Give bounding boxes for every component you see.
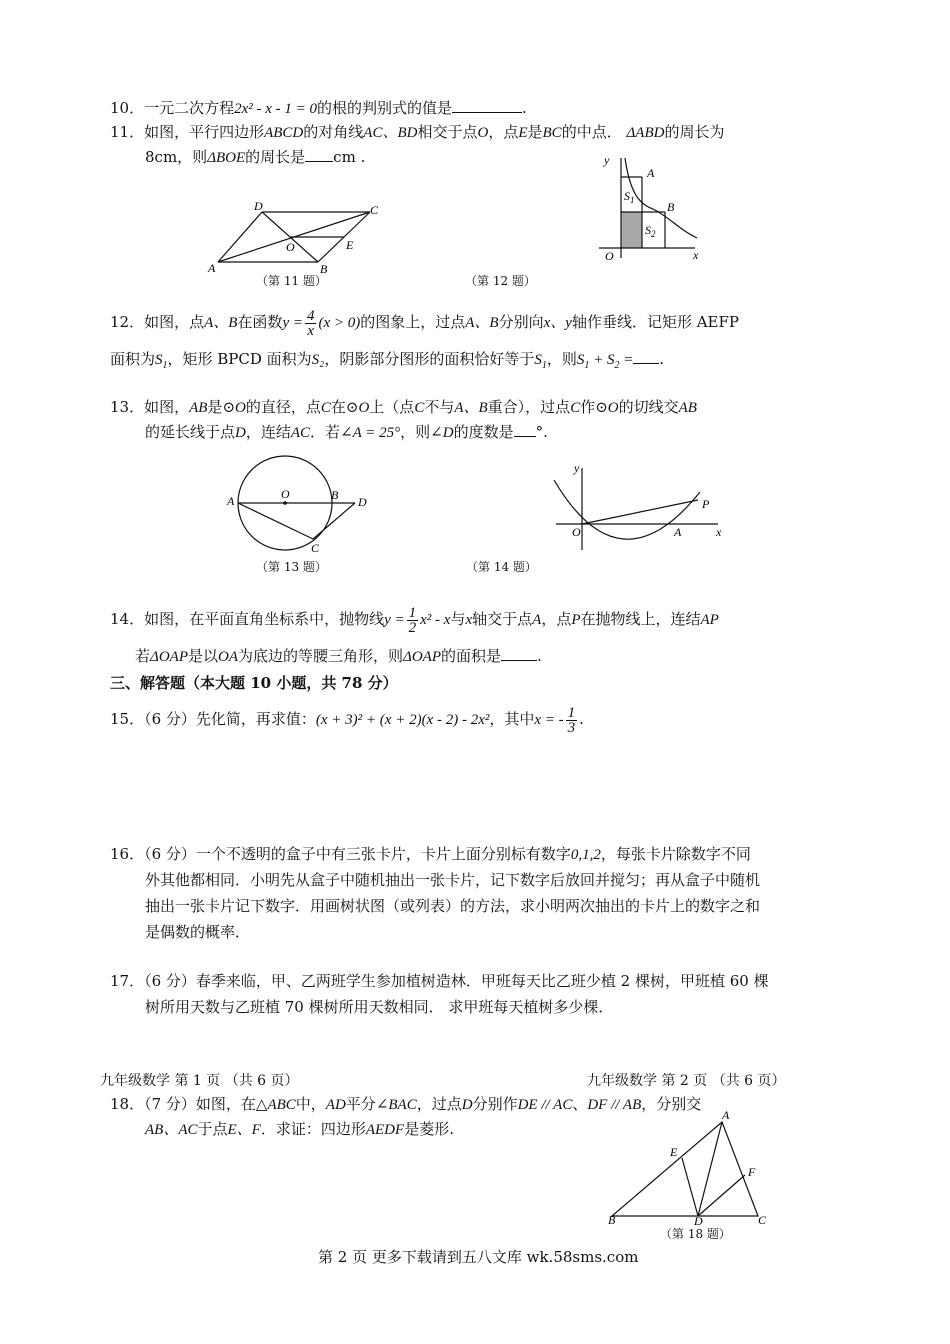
section-heading: 三、解答题（本大题 10 小题，共 78 分） (110, 674, 398, 692)
caption-11: （第 11 题） (256, 274, 327, 288)
fig13-label-A: A (227, 494, 235, 508)
fig18-label-F: F (748, 1165, 756, 1179)
q11-line1: 11．如图，平行四边形ABCD的对角线AC、BD相交于点O，点E是BC的中点． ΔABD的周长为 (110, 123, 725, 141)
fig14-label-P: P (702, 497, 710, 511)
q14-line2: 若ΔOAP是以OA为底边的等腰三角形，则ΔOAP的面积是 . (135, 647, 542, 665)
fig13-label-C: C (311, 541, 320, 555)
q17-line2: 树所用天数与乙班植 70 棵树所用天数相同． 求甲班每天植树多少棵． (145, 998, 614, 1016)
fig13-label-O: O (281, 487, 290, 501)
fig11-label-O: O (286, 240, 295, 254)
fig12-label-A: A (647, 166, 655, 180)
figure-18-triangle (600, 1108, 780, 1228)
q10: 10．一元二次方程2x² - x - 1 = 0的根的判别式的值是 . (110, 99, 527, 117)
fig13-label-D: D (358, 495, 367, 509)
fig18-label-A: A (722, 1108, 730, 1122)
fig18-label-E: E (670, 1145, 678, 1159)
q16-line2: 外其他都相同．小明先从盒子中随机抽出一张卡片，记下数字后放回并搅匀；再从盒子中随机 (145, 871, 761, 889)
fig12-label-B: B (667, 200, 675, 214)
answer-blank[interactable] (633, 349, 659, 364)
q14-line1: 14．如图，在平面直角坐标系中，抛物线y = $\frac{1}{2}$ x² - x与x轴交于点A，点P在抛物线上，连结AP (110, 604, 719, 636)
fig18-label-D: D (694, 1214, 703, 1228)
q13-line2: 的延长线于点D，连结AC．若∠A = 25°，则∠D的度数是 °. (145, 423, 548, 441)
q15: 15．（6 分）先化简，再求值：(x + 3)² + (x + 2)(x - 2) - 2x²，其中x = - $\frac{1}{3}$ . (110, 704, 584, 736)
answer-blank[interactable] (452, 98, 522, 113)
fig11-label-C: C (370, 203, 379, 217)
fig11-label-E: E (346, 238, 354, 252)
q12-line1: 12．如图，点A、B在函数y = $\frac{4}{x}$ (x > 0)的图象上，过点A、B分别向x、y轴作垂线．记矩形 AEFP (110, 307, 739, 339)
fig14-label-O: O (572, 525, 581, 539)
fig12-label-S2: $S_2$ (645, 223, 656, 239)
fig11-label-A: A (208, 261, 216, 275)
answer-blank[interactable] (305, 147, 333, 162)
caption-14: （第 14 题） (466, 560, 537, 574)
answer-blank[interactable] (514, 422, 536, 437)
answer-blank[interactable] (501, 646, 537, 661)
q13-line1: 13．如图，AB是⊙O的直径，点C在⊙O上（点C不与A、B重合），过点C作⊙O的切线交AB (110, 398, 697, 416)
q16-line1: 16．（6 分）一个不透明的盒子中有三张卡片，卡片上面分别标有数字0,1,2，每张卡片除数字不同 (110, 845, 751, 863)
figure-12-hyperbola (595, 150, 710, 265)
fig14-label-A: A (674, 525, 682, 539)
fig14-label-x: x (716, 525, 722, 539)
fig11-label-D: D (254, 199, 263, 213)
figure-11-parallelogram (200, 200, 400, 280)
q18-line1: 18．（7 分）如图，在△ABC中，AD平分∠BAC，过点D分别作DE // AC、DF // AB，分别交 (110, 1095, 702, 1113)
q17-line1: 17．（6 分）春季来临，甲、乙两班学生参加植树造林．甲班每天比乙班少植 2 棵树，甲班植 60 棵 (110, 972, 769, 990)
q12-line2: 面积为$S_1$，矩形 BPCD 面积为S₂，阴影部分图形的面积恰好等于$S_1$，则$S_1 + S_2$ = . (110, 350, 665, 371)
q10-equation: 2x² - x - 1 = 0 (234, 101, 318, 117)
footer-right: 九年级数学 第 2 页 （共 6 页） (587, 1073, 786, 1089)
fig12-label-x: x (693, 248, 699, 262)
fig12-label-S1: $S_1$ (624, 189, 635, 205)
q11-line2: 8cm，则ΔBOE的周长是 cm . (145, 148, 366, 166)
q16-line3: 抽出一张卡片记下数字．用画树状图（或列表）的方法，求小明两次抽出的卡片上的数字之和 (145, 897, 761, 915)
fig14-label-y: y (574, 461, 580, 475)
figure-14-parabola (550, 462, 730, 552)
fig18-label-B: B (608, 1213, 616, 1227)
fig13-label-B: B (331, 488, 339, 502)
q18-line2: AB、AC于点E、F．求证：四边形AEDF是菱形. (145, 1120, 454, 1138)
caption-13: （第 13 题） (256, 560, 327, 574)
fig12-label-y: y (604, 153, 610, 167)
fig12-label-O: O (605, 249, 614, 263)
footer-left: 九年级数学 第 1 页 （共 6 页） (100, 1073, 299, 1089)
figure-13-circle (225, 455, 375, 560)
fig18-label-C: C (758, 1213, 767, 1227)
caption-12: （第 12 题） (465, 274, 536, 288)
bottom-note: 第 2 页 更多下载请到五八文库 wk.58sms.com (318, 1248, 639, 1266)
caption-18: （第 18 题） (660, 1227, 731, 1241)
fig11-label-B: B (320, 262, 328, 276)
q16-line4: 是偶数的概率． (145, 923, 251, 941)
